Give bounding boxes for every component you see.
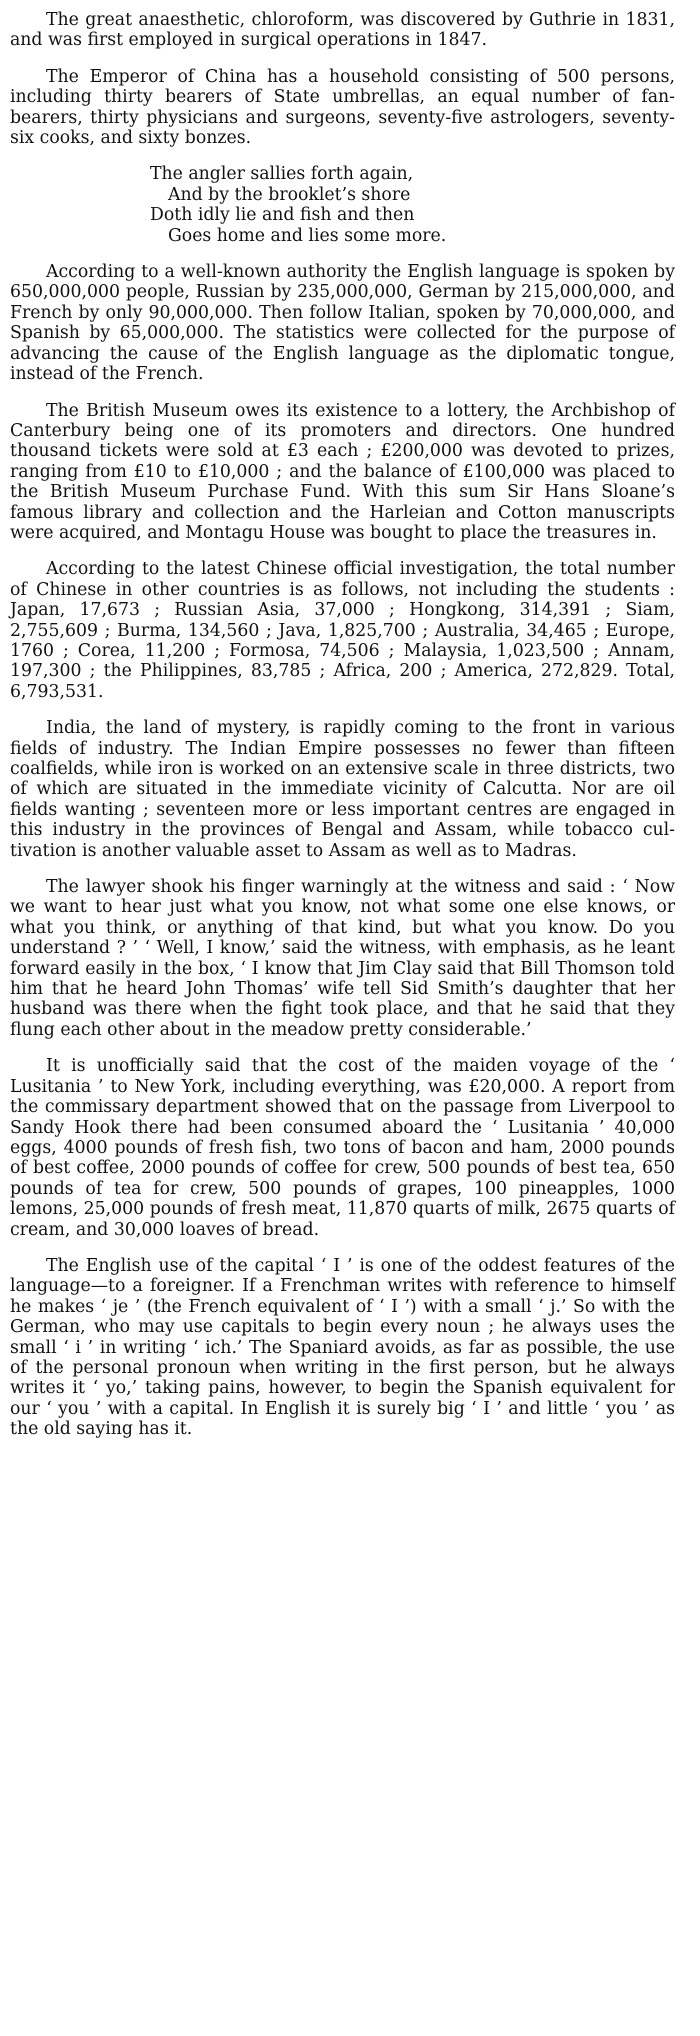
- verse-line: Doth idly lie and fish and then: [150, 205, 415, 226]
- paragraph-lusitania-voyage: It is unofficially said that the cost of the maiden voyage of the ‘ Lusitania ’ to New York, including everything, was £20,000. A report from the commissary department showed that on the passage from Liverpool to Sandy Hook there had been consumed aboard the ‘ Lusitania ’ 40,000 eggs, 4000 pounds of fresh fish, two tons of bacon and ham, 2000 pounds of best coffee, 2000 pounds of coffee for crew, 500 pounds of best tea, 650 pounds of tea for crew, 500 pounds of grapes, 100 pineapples, 1000 lemons, 25,000 pounds of fresh meat, 11,870 quarts of milk, 2675 quarts of cream, and 30,000 loaves of bread.: [10, 1056, 675, 1240]
- paragraph-chinese-abroad: According to the latest Chinese official investigation, the total number of Chinese in other countries is as follows, not including the students : Japan, 17,673 ; Russian Asia, 37,000 ; Hongkong, 314,391 ; Siam, 2,755,609 ; Burma, 134,560 ; Java, 1,825,700 ; Australia, 34,465 ; Europe, 1760 ; Corea, 11,200 ; Formosa, 74,506 ; Malaysia, 1,023,500 ; Annam, 197,300 ; the Philippines, 83,785 ; Africa, 200 ; America, 272,829. Total, 6,793,531.: [10, 559, 675, 702]
- paragraph-chloroform: The great anaesthetic, chloroform, was discovered by Guthrie in 1831, and was first employed in surgical operations in 1847.: [10, 10, 675, 51]
- paragraph-india-industry: India, the land of mystery, is rapidly coming to the front in various fields of industry. The Indian Empire possesses no fewer than fifteen coalfields, while iron is worked on an extensive scale in three districts, two of which are situated in the immediate vicinity of Calcutta. Nor are oil fields wanting ; seventeen more or less important centres are engaged in this industry in the provinces of Bengal and Assam, while tobacco cultivation is another valuable asset to Assam as well as to Madras.: [10, 718, 675, 861]
- paragraph-english-language: According to a well-known authority the English language is spoken by 650,000,000 people, Russian by 235,000,000, German by 215,000,000, and French by only 90,000,000. Then follow Italian, spoken by 70,000,000, and Spanish by 65,000,000. The statistics were collected for the purpose of advancing the cause of the English language as the diplomatic tongue, instead of the French.: [10, 262, 675, 385]
- paragraph-british-museum: The British Museum owes its existence to a lottery, the Archbishop of Canterbury being one of its promoters and directors. One hundred thousand tickets were sold at £3 each ; £200,000 was devoted to prizes, ranging from £10 to £10,000 ; and the balance of £100,000 was placed to the British Museum Purchase Fund. With this sum Sir Hans Sloane’s famous library and collection and the Harleian and Cotton manuscripts were acquired, and Montagu House was bought to place the treasures in.: [10, 400, 675, 543]
- paragraph-capital-i: The English use of the capital ‘ I ’ is one of the oddest features of the language—to a foreigner. If a Frenchman writes with reference to himself he makes ‘ je ’ (the French equivalent of ‘ I ’) with a small ‘ j.’ So with the German, who may use capitals to begin every noun ; he always uses the small ‘ i ’ in writing ‘ ich.’ The Spaniard avoids, as far as possible, the use of the personal pronoun when writing in the first person, but he always writes it ‘ yo,’ taking pains, however, to begin the Spanish equivalent for our ‘ you ’ with a capital. In English it is surely big ‘ I ’ and little ‘ you ’ as the old saying has it.: [10, 1255, 675, 1440]
- angler-verse: [10, 164, 675, 246]
- paragraph-lawyer-witness: The lawyer shook his finger warningly at the witness and said : ‘ Now we want to hear just what you know, not what some one else knows, or what you think, or anything of that kind, but what you know. Do you understand ? ’ ‘ Well, I know,’ said the witness, with emphasis, as he leant forward easily in the box, ‘ I know that Jim Clay said that Bill Thomson told him that he heard John Thomas’ wife tell Sid Smith’s daughter that her husband was there when the fight took place, and that he said that they flung each other about in the meadow pretty considerable.’: [10, 877, 675, 1040]
- text-column: [10, 10, 675, 1440]
- verse-line: Goes home and lies some more.: [168, 225, 447, 246]
- paragraph-emperor-household: The Emperor of China has a household consisting of 500 persons, including thirty bearers of State umbrellas, an equal number of fan-bearers, thirty physicians and surgeons, seventy-five astrologers, seventy-six cooks, and sixty bonzes.: [10, 66, 675, 149]
- verse-line: The angler sallies forth again,: [150, 164, 414, 185]
- verse-line: And by the brooklet’s shore: [168, 184, 411, 205]
